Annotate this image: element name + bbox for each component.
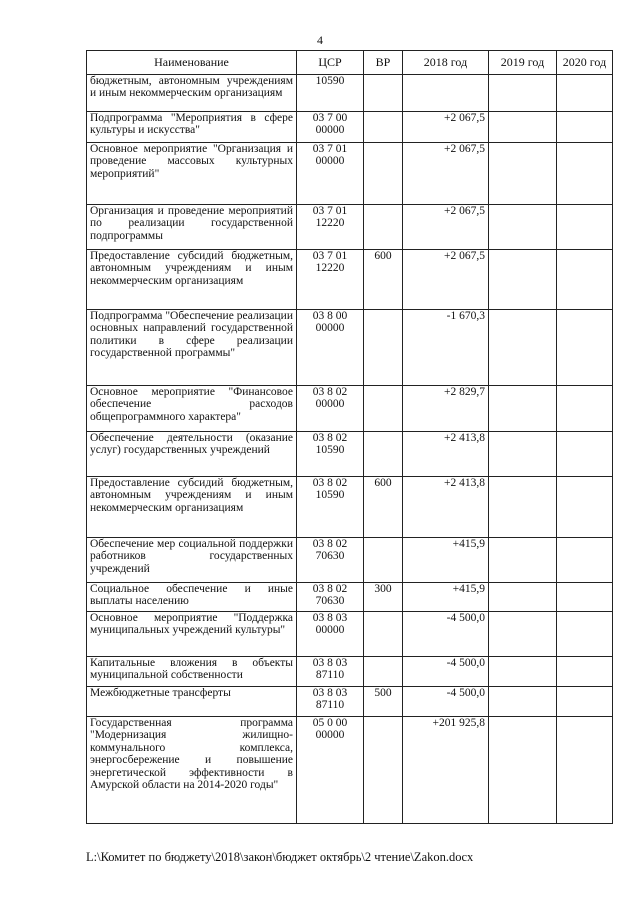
row-name: Основное мероприятие "Организация и проведение массовых культурных мероприятий"	[87, 143, 297, 205]
table-row	[87, 612, 613, 657]
row-csr: 03 8 03 87110	[297, 657, 364, 687]
row-name: Обеспечение деятельности (оказание услуг) государственных учреждений	[87, 432, 297, 477]
row-vr: 600	[364, 477, 403, 538]
row-2019	[489, 75, 557, 112]
row-2020	[557, 386, 613, 432]
row-csr: 10590	[297, 75, 364, 112]
row-2018: +201 925,8	[403, 717, 489, 824]
table-row	[87, 432, 613, 477]
row-2019	[489, 538, 557, 583]
row-2020	[557, 477, 613, 538]
file-path-footer: L:\Комитет по бюджету\2018\закон\бюджет октябрь\2 чтение\Zakon.docx	[86, 850, 474, 864]
row-2020	[557, 205, 613, 250]
row-name: Подпрограмма "Мероприятия в сфере культуры и искусства"	[87, 112, 297, 143]
row-2018: -4 500,0	[403, 612, 489, 657]
row-vr	[364, 75, 403, 112]
table-row	[87, 75, 613, 112]
table-row	[87, 717, 613, 824]
row-csr: 03 7 01 12220	[297, 250, 364, 310]
row-2019	[489, 310, 557, 386]
row-2019	[489, 687, 557, 717]
table-row	[87, 477, 613, 538]
row-2019	[489, 717, 557, 824]
table-row	[87, 583, 613, 612]
row-2018: +2 067,5	[403, 205, 489, 250]
header-vr: ВР	[364, 51, 403, 75]
row-2018: +2 829,7	[403, 386, 489, 432]
table-row	[87, 310, 613, 386]
row-2018: +2 413,8	[403, 432, 489, 477]
row-csr: 03 8 03 00000	[297, 612, 364, 657]
row-vr	[364, 657, 403, 687]
row-csr: 03 8 02 70630	[297, 538, 364, 583]
row-vr	[364, 612, 403, 657]
row-2018: +2 067,5	[403, 250, 489, 310]
row-2020	[557, 687, 613, 717]
row-2020	[557, 432, 613, 477]
row-csr: 03 8 02 70630	[297, 583, 364, 612]
row-name: Государственная программа "Модернизация жилищно-коммунального комплекса, энергосбережение и повышение энергетической эффективности в Амурской области на 2014-2020 годы"	[87, 717, 297, 824]
row-vr	[364, 112, 403, 143]
row-vr	[364, 538, 403, 583]
row-2019	[489, 205, 557, 250]
row-2019	[489, 657, 557, 687]
row-csr: 03 7 01 12220	[297, 205, 364, 250]
header-2020: 2020 год	[557, 51, 613, 75]
row-2019	[489, 583, 557, 612]
row-csr: 03 7 01 00000	[297, 143, 364, 205]
table-row	[87, 205, 613, 250]
row-name: бюджетным, автономным учреждениям и иным некоммерческим организациям	[87, 75, 297, 112]
row-vr	[364, 310, 403, 386]
row-2019	[489, 250, 557, 310]
row-vr	[364, 143, 403, 205]
row-2020	[557, 717, 613, 824]
row-2018: +2 067,5	[403, 112, 489, 143]
row-csr: 05 0 00 00000	[297, 717, 364, 824]
table-row	[87, 687, 613, 717]
row-vr: 500	[364, 687, 403, 717]
row-2019	[489, 112, 557, 143]
row-2018: -1 670,3	[403, 310, 489, 386]
row-csr: 03 8 02 00000	[297, 386, 364, 432]
row-2020	[557, 310, 613, 386]
row-name: Обеспечение мер социальной поддержки работников государственных учреждений	[87, 538, 297, 583]
row-2018: -4 500,0	[403, 657, 489, 687]
table-row	[87, 250, 613, 310]
header-csr: ЦСР	[297, 51, 364, 75]
row-2020	[557, 75, 613, 112]
row-2019	[489, 477, 557, 538]
row-2020	[557, 250, 613, 310]
header-2018: 2018 год	[403, 51, 489, 75]
table-row	[87, 386, 613, 432]
row-2019	[489, 143, 557, 205]
row-name: Капитальные вложения в объекты муниципальной собственности	[87, 657, 297, 687]
row-name: Основное мероприятие "Финансовое обеспечение расходов общепрограммного характера"	[87, 386, 297, 432]
table-row	[87, 657, 613, 687]
row-2020	[557, 657, 613, 687]
row-name: Основное мероприятие "Поддержка муниципальных учреждений культуры"	[87, 612, 297, 657]
row-2018: +2 413,8	[403, 477, 489, 538]
row-vr	[364, 432, 403, 477]
row-2019	[489, 432, 557, 477]
row-vr: 600	[364, 250, 403, 310]
page-number: 4	[317, 33, 323, 47]
row-2018: +415,9	[403, 583, 489, 612]
row-2018: +2 067,5	[403, 143, 489, 205]
row-2020	[557, 143, 613, 205]
row-2018: -4 500,0	[403, 687, 489, 717]
table-row	[87, 538, 613, 583]
row-2019	[489, 386, 557, 432]
table-row	[87, 143, 613, 205]
row-2018	[403, 75, 489, 112]
row-name: Предоставление субсидий бюджетным, автономным учреждениям и иным некоммерческим организациям	[87, 250, 297, 310]
row-name: Подпрограмма "Обеспечение реализации основных направлений государственной политики в сфере реализации государственной программы"	[87, 310, 297, 386]
budget-table	[86, 50, 613, 824]
table-header-row	[87, 51, 613, 75]
header-name: Наименование	[87, 51, 297, 75]
row-vr	[364, 205, 403, 250]
row-2018: +415,9	[403, 538, 489, 583]
row-csr: 03 8 02 10590	[297, 477, 364, 538]
row-2020	[557, 612, 613, 657]
row-vr	[364, 717, 403, 824]
row-csr: 03 8 03 87110	[297, 687, 364, 717]
row-2019	[489, 612, 557, 657]
row-csr: 03 8 00 00000	[297, 310, 364, 386]
row-name: Предоставление субсидий бюджетным, автономным учреждениям и иным некоммерческим организациям	[87, 477, 297, 538]
row-csr: 03 8 02 10590	[297, 432, 364, 477]
row-name: Организация и проведение мероприятий по реализации государственной подпрограммы	[87, 205, 297, 250]
row-vr	[364, 386, 403, 432]
row-2020	[557, 538, 613, 583]
row-name: Социальное обеспечение и иные выплаты населению	[87, 583, 297, 612]
row-2020	[557, 583, 613, 612]
table-row	[87, 112, 613, 143]
row-csr: 03 7 00 00000	[297, 112, 364, 143]
row-vr: 300	[364, 583, 403, 612]
header-2019: 2019 год	[489, 51, 557, 75]
row-2020	[557, 112, 613, 143]
row-name: Межбюджетные трансферты	[87, 687, 297, 717]
